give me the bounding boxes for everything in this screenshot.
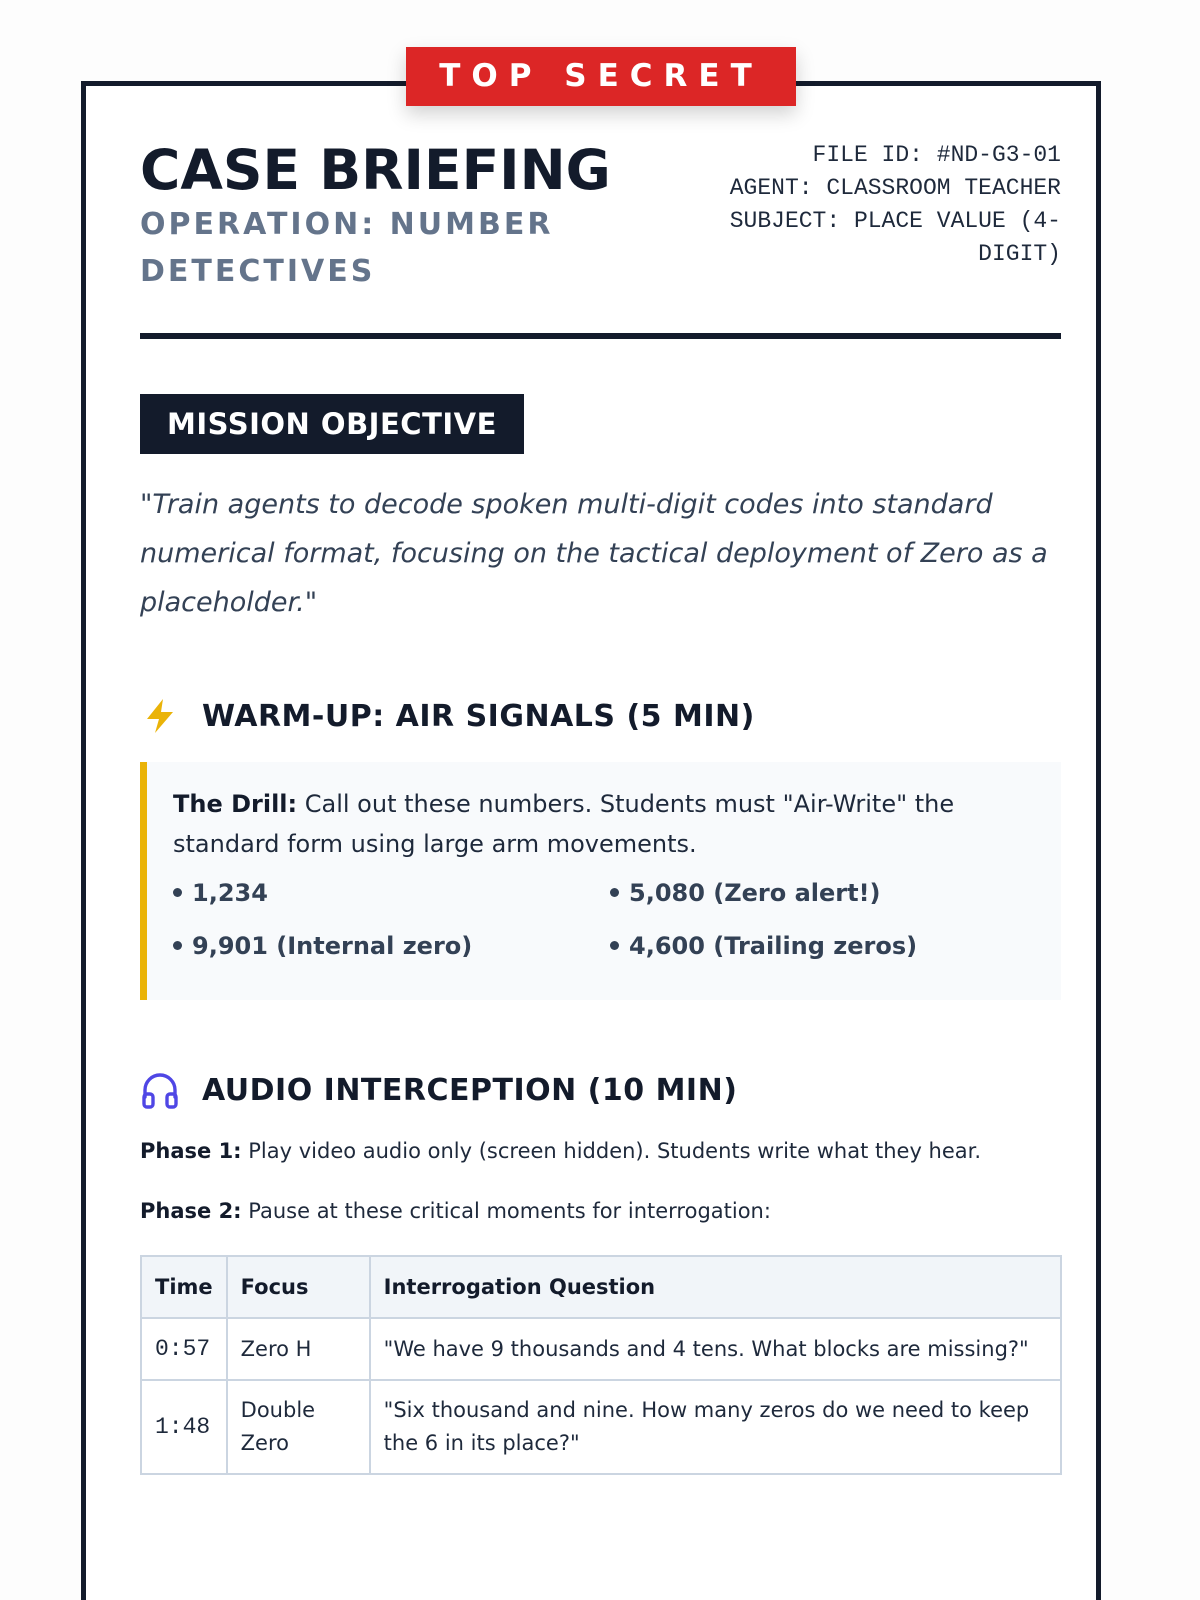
list-item [610,874,1047,913]
phase-2-text: Pause at these critical moments for interrogation: [241,1199,771,1223]
drill-label: The Drill: [173,790,298,818]
phase-1 [140,1136,981,1166]
column-header-focus: Focus [227,1256,370,1318]
agent-line: AGENT: CLASSROOM TEACHER [729,175,1061,201]
audio-heading [140,1070,737,1110]
mission-objective-text: "Train agents to decode spoken multi-digit codes into standard numerical format, focusing on the tactical deployment of Zero as a placeholder." [140,489,1048,618]
column-header-question: Interrogation Question [370,1256,1061,1318]
focus-cell: Double Zero [227,1380,370,1474]
interrogation-table [140,1255,1062,1475]
drill-instructions [173,784,1031,864]
drill-box [140,762,1061,1000]
operation-subtitle: OPERATION: NUMBER DETECTIVES [140,207,554,289]
warmup-heading [140,696,755,736]
file-id: FILE ID: #ND-G3-01 [812,142,1061,168]
table-header-row [141,1256,1061,1318]
drill-number: 1,234 [192,879,268,907]
audio-heading-label: AUDIO INTERCEPTION (10 MIN) [202,1072,738,1108]
phase-2-label: Phase 2: [140,1199,242,1223]
phase-2 [140,1196,771,1226]
headphones-icon [140,1070,180,1110]
header-divider [140,333,1061,339]
page-title: CASE BRIEFING [140,138,611,202]
warmup-heading-label: WARM-UP: AIR SIGNALS (5 MIN) [202,698,755,734]
drill-number: 5,080 (Zero alert!) [629,879,881,907]
column-header-time: Time [141,1256,227,1318]
drill-number: 4,600 (Trailing zeros) [629,932,918,960]
drill-number-list [173,874,1031,966]
drill-text: Call out these numbers. Students must "Air-Write" the standard form using large arm movements. [173,790,955,858]
phase-1-text: Play video audio only (screen hidden). Students write what they hear. [241,1139,982,1163]
list-item [173,927,610,966]
question-cell: "Six thousand and nine. How many zeros do we need to keep the 6 in its place?" [370,1380,1061,1474]
question-cell: "We have 9 thousands and 4 tens. What blocks are missing?" [370,1318,1061,1380]
list-item [173,874,610,913]
time-cell: 1:48 [141,1380,227,1474]
file-info [700,139,1061,271]
table-row [141,1318,1061,1380]
table-row [141,1380,1061,1474]
subject-line: SUBJECT: PLACE VALUE (4-DIGIT) [729,208,1061,267]
top-secret-stamp: TOP SECRET [406,47,796,106]
phase-1-label: Phase 1: [140,1139,242,1163]
time-cell: 0:57 [141,1318,227,1380]
list-item [610,927,1047,966]
mission-objective-tag: MISSION OBJECTIVE [140,394,524,454]
lightning-icon [140,696,180,736]
focus-cell: Zero H [227,1318,370,1380]
drill-number: 9,901 (Internal zero) [192,932,473,960]
